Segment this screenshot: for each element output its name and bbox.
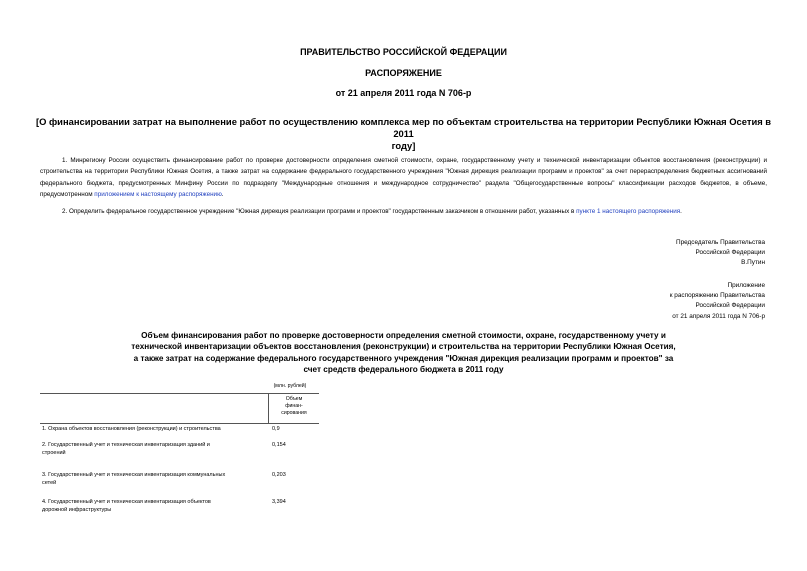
table-row-value: 0,203 xyxy=(272,472,286,478)
document-title-line2: году] xyxy=(391,140,416,151)
document-title-line1: [О финансировании затрат на выполнение работ по осуществлению комплекса мер по объектам строительства на территории Республики Южная Осетия в 2011 xyxy=(35,116,772,139)
table-header-amount: Объем финан- сирования xyxy=(281,396,307,416)
table-row: 2. Государственный учет и техническая инвентаризация зданий и строений xyxy=(42,442,210,457)
paragraph-2: 2. Определить федеральное государственное учреждение "Южная дирекция реализации программ и проектов" государственным заказчиком в отношении работ, указанных в пункте 1 настоящего распоряжения. xyxy=(62,208,682,215)
table-row: 1. Охрана объектов восстановления (реконструкции) и строительства xyxy=(42,426,221,432)
table-row-value: 3,394 xyxy=(272,499,286,505)
table-row: 4. Государственный учет и техническая инвентаризация объектов дорожной инфраструктуры xyxy=(42,499,211,514)
table-header-border xyxy=(40,423,319,424)
signature-name: В.Путин xyxy=(741,259,765,267)
table-row: 3. Государственный учет и техническая инвентаризация коммунальных сетей xyxy=(42,472,226,487)
table-unit: (млн. рублей) xyxy=(273,383,307,389)
signature-country: Российской Федерации xyxy=(695,249,765,257)
doc-type: РАСПОРЯЖЕНИЕ xyxy=(365,68,442,78)
table-top-border xyxy=(40,393,319,394)
document-title xyxy=(30,116,777,152)
item-1-link[interactable]: пункте 1 настоящего распоряжения xyxy=(576,208,681,215)
table-row-value: 0,9 xyxy=(272,426,280,432)
table-row-value: 0,154 xyxy=(272,442,286,448)
doc-date-number: от 21 апреля 2011 года N 706-р xyxy=(335,88,472,98)
signature-position: Председатель Правительства xyxy=(676,239,765,246)
appendix-reference: Приложение к распоряжению Правительства Российской Федерации от 21 апреля 2011 года N 706-р xyxy=(669,282,765,320)
appendix-title: Объем финансирования работ по проверке достоверности определения сметной стоимости, охране, государственному учету и технической инвентаризации объектов восстановления (реконструкции) и строительства на территории Республики Южная Осетия, а также затрат на содержание федерального государственного учреждения "Южная дирекция реализации программ и проектов" за счет средств федерального бюджета в 2011 году xyxy=(131,331,676,375)
paragraph-1-text: 1. Минрегиону России осуществить финансирование работ по проверке достоверности определения сметной стоимости, охране, государственному учету и технической инвентаризации объектов восстановления (реконструкции) и строительства на территории Республики Южная Осетия, а также затрат на содержание федерального государственного учреждения "Южная дирекция реализации программ и проектов" за счет перераспределения бюджетных ассигнований федерального бюджета, предусмотренных Минфину России по подразделу "Международные отношения и международное сотрудничество" раздела "Общегосударственные вопросы" классификации расходов бюджетов, в объеме, предусмотренном xyxy=(40,157,767,199)
paragraph-1: 1. Минрегиону России осуществить финансирование работ по проверке достоверности определения сметной стоимости, охране, государственному учету и технической инвентаризации объектов восстановления (реконструкции) и строительства на территории Республики Южная Осетия, а также затрат на содержание федерального государственного учреждения "Южная дирекция реализации программ и проектов" за счет перераспределения бюджетных ассигнований федерального бюджета, предусмотренных Минфину России по подразделу "Международные отношения и международное сотрудничество" раздела "Общегосударственные вопросы" классификации расходов бюджетов, в объеме, предусмотренном приложением к настоящему распоряжению. xyxy=(40,157,767,199)
paragraph-2-text: 2. Определить федеральное государственное учреждение "Южная дирекция реализации программ и проектов" государственным заказчиком в отношении работ, указанных в xyxy=(62,208,575,215)
appendix-link[interactable]: приложением к настоящему распоряжению xyxy=(94,191,222,199)
signature-block xyxy=(525,238,765,269)
government-title: ПРАВИТЕЛЬСТВО РОССИЙСКОЙ ФЕДЕРАЦИИ xyxy=(300,47,507,57)
